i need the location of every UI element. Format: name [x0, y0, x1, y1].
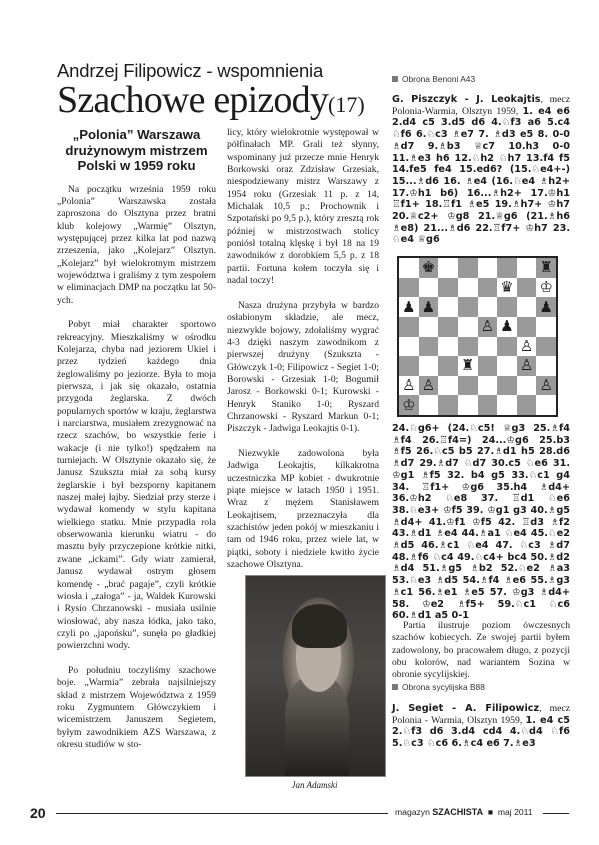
chess-square — [517, 317, 537, 337]
chess-square — [478, 356, 498, 376]
chess-square — [517, 258, 537, 278]
chess-piece-square: ♛ — [497, 278, 517, 298]
tag-square-icon — [392, 76, 398, 82]
chess-square — [517, 376, 537, 396]
chess-square — [497, 356, 517, 376]
paragraph: Niezwykle zadowolona była Jadwiga Leokajtis, kilkakrotna uczestniczka MP kobiet - dwukrotnie piąte miejsce w latach 1950 i 1951. Wraz z mężem Stanisławem Leokajtisem, przeznaczyła dla szachistów jeden pokój w mieszkaniu i tam od 1946 roku, przez wiele lat, w piątki, soboty i niedziele kwitło życie szachowe Olsztyna. — [227, 447, 379, 571]
title-text: Szachowe epizody — [57, 79, 329, 121]
footer-rule — [56, 813, 388, 814]
game2-moves: 1. e4 c5 2.♘f3 d6 3.d4 cd4 4.♘d4 ♘f6 5.♘c3 ♘c6 6.♗c4 e6 7.♗e3 — [392, 714, 570, 750]
chess-square — [438, 337, 458, 357]
article-subtitle: „Polonia” Warszawa drużynowym mistrzem Polski w 1959 roku — [65, 127, 208, 173]
photo-hair — [292, 604, 348, 648]
chess-square — [399, 356, 419, 376]
chess-piece-square: ♙ — [536, 376, 556, 396]
chess-piece-square: ♟ — [536, 297, 556, 317]
chess-square — [458, 376, 478, 396]
chess-square — [419, 317, 439, 337]
chess-square — [458, 258, 478, 278]
chess-square — [399, 317, 419, 337]
chess-square — [536, 337, 556, 357]
chess-square — [399, 337, 419, 357]
photo-caption: Jan Adamski — [291, 780, 338, 790]
game1-header: G. Piszczyk - J. Leokajtis — [392, 94, 541, 105]
chess-piece-square: ♙ — [419, 376, 439, 396]
game2-header: J. Segiet - A. Filipowicz — [392, 703, 540, 714]
chess-square — [497, 258, 517, 278]
issue-date: maj 2011 — [497, 807, 533, 817]
chess-square — [497, 297, 517, 317]
author-line: Andrzej Filipowicz - wspomnienia — [57, 60, 324, 81]
chess-square — [438, 376, 458, 396]
paragraph: Nasza drużyna przybyła w bardzo osłabionym składzie, ale mecz, niezwykle bojowy, zdołaliśmy wygrać 4-3 dzięki naszym zawodnikom z pierwszej drużyny (Szukszta - Główczyk 1-0; Filipowicz - Segiet 1-0; Borowski - Grzesiak 1-0; Bogumił Jarosz - Borkowski 0-1; Kurowski - Henryk Staniko 1-0; Ryszard Chrzanowski - Ryszard Markun 0-1; Piszczyk - Jadwiga Leokajtis 0-1). — [227, 299, 379, 435]
tag-square-icon — [392, 684, 398, 690]
chess-piece-square: ♔ — [536, 278, 556, 298]
chess-square — [536, 395, 556, 415]
footer-rule-right — [543, 813, 569, 814]
chess-square — [419, 337, 439, 357]
game1-event: , mecz Polonia-Warmia, Olsztyn 1959, — [392, 94, 571, 117]
chess-square — [517, 297, 537, 317]
game2-notation — [392, 703, 570, 750]
opening-tag-text: Obrona Benoni A43 — [402, 74, 476, 84]
chess-piece-square: ♙ — [517, 337, 537, 357]
opening-tag-text: Obrona sycylijska B88 — [402, 682, 485, 692]
chess-square — [536, 356, 556, 376]
magazine-prefix: magazyn — [395, 807, 430, 817]
chess-square — [438, 278, 458, 298]
chess-piece-square: ♚ — [419, 258, 439, 278]
chess-square — [458, 297, 478, 317]
chess-piece-square: ♙ — [399, 376, 419, 396]
chess-square — [478, 258, 498, 278]
game1-moves-b: 24.♘g6+ (24.♘c5! ♕g3 25.♗f4 ♗f4 26.♖f4=) 24...♔g6 25.b3 ♗f5 26.♘c5 b5 27.♗d1 h5 28.d6 ♗d7 29.♗d7 ♘d7 30.c5 ♘e6 31. ♔g1 ♗f5 32. b4 g5 33.♘c1 g4 34. ♖f1+ ♔g6 35.h4 ♗d4+ 36.♔h2 ♘e8 37. ♖d1 ♘e6 38.♘e3+ ♔f5 39. ♔g1 g3 40.♗g5 ♗d4+ 41.♔f1 ♔f5 42. ♖d3 ♗f2 43.♗d1 ♗e4 44.♗a1 ♘e4 45.♘e2 ♗d5 46.♗c1 ♘e4 47. ♘c3 ♗d7 48.♗f6 ♘c4 49.♘c4+ bc4 50.♗d2 ♗d4 51.♗g5 ♗b2 52.♘e2 ♗a3 53.♘e3 ♗d5 54.♗f4 ♗e6 55.♗g3 ♗c1 56.♗e1 ♗e5 57. ♔g3 ♗d4+ 58. ♔e2 ♗f5+ 59.♘c1 ♘c6 60.♗d1 a5 0-1 — [392, 423, 570, 622]
chess-piece-square: ♙ — [517, 356, 537, 376]
chess-square — [536, 317, 556, 337]
chess-square — [497, 376, 517, 396]
portrait-photo — [245, 575, 386, 777]
chess-piece-square: ♜ — [536, 258, 556, 278]
chess-square — [478, 278, 498, 298]
paragraph: licy, który wielokrotnie występował w półfinałach MP. Grali też słynny, wspominany już przecze mnie Henryk Borkowski oraz Zdzisław Grzesiak, niespodziewany mistrz Warszawy z 1954 roku (Grzesiak 11 p. z 14, Michalak 10,5 p.; Prochownik i Szpotański po 9,5 p.), który zresztą rok później w mistrzostwach stolicy poniósł totalną klęskę i był 18 na 19 zawodników z dorobkiem 5,5 p. z 18 partii. Fortuna kołem toczyła się i nadal toczy! — [227, 127, 379, 287]
chess-square — [497, 337, 517, 357]
chess-square — [458, 278, 478, 298]
chess-piece-square: ♔ — [399, 395, 419, 415]
chess-square — [438, 297, 458, 317]
paragraph: Pobyt miał charakter sportowo rekreacyjny. Mieszkaliśmy w ośrodku Kolejarza, chyba nad jeziorem Ukiel i przez tydzień każdego dnia żeglowaliśmy po jeziorze. Była to moja pierwsza, i jak się okazało, ostatnia przygoda żeglarska. Z dwóch popularnych sportów w kraju, żeglarstwa i narciarstwa, musiałem zrezygnować na rzecz szachów, bo wszystkie ferie i wakacje (i nie tylko!) spędzałem na turniejach. W Olsztynie okazało się, że Janusz Szukszta miał za sobą kursy żeglarskie i był bezsporny kapitanem naszej małej łajby. Siedział przy sterze i wydawał komendy w stylu kapitana wielkiego statku. Mnie przypadła rola obserwowania kierunku wiatru - do masztu były przyczepione krótkie nitki, zwane „ickami”. Gdy wiatr zamierał, Janusz wydawał ostrym głosem komendę - „brać pagaje”, czyli krótkie wiosła i „załoga” - ja, Waldek Kurowski i Rysio Chrzanowski - musiała usilnie wiosłować, aby nasza łódka, jako tako, czyli po „japońsku”, sunęła po gładkiej powierzchni wody. — [57, 319, 216, 652]
page-title — [57, 80, 365, 125]
paragraph: Na początku września 1959 roku „Polonia” Warszawska została zaproszona do Olsztyna przez bratni klub kolejowy „Warmię” Olsztyn, występującej przez kilka lat pod nazwą zrzeszenia, jako „Kolejarz” Olsztyn. „Kolejarz” był wielokrotnym mistrzem województwa i graliśmy z tym zespołem w eliminacjach DMP na początku lat 50-ych. — [57, 183, 216, 306]
chess-piece-square: ♙ — [478, 317, 498, 337]
magazine-footer: magazyn SZACHISTA ■ maj 2011 — [395, 807, 533, 817]
chess-square — [458, 337, 478, 357]
page-number: 20 — [30, 805, 46, 821]
chess-square — [478, 376, 498, 396]
chess-square — [478, 297, 498, 317]
opening-tag-2 — [392, 682, 485, 692]
chess-square — [478, 337, 498, 357]
game1-notation-continued — [392, 423, 570, 622]
paragraph: Po południu toczyliśmy szachowe boje. „Warmia” zebrała najsilniejszy skład z mistrzem Województwa z 1959 roku Zygmuntem Główczykiem i wicemistrzem Januszem Segietem, byłym zawodnikiem AZS Warszawa, z okresu studiów w sto- — [57, 664, 216, 750]
chess-square — [399, 278, 419, 298]
chess-square — [438, 317, 458, 337]
game1-notation — [392, 94, 570, 246]
article-column-2 — [227, 127, 379, 584]
chess-square — [419, 356, 439, 376]
chess-square — [497, 395, 517, 415]
magazine-name: SZACHISTA — [432, 807, 484, 817]
chess-square — [458, 395, 478, 415]
chess-piece-square: ♟ — [419, 297, 439, 317]
chess-piece-square: ♟ — [399, 297, 419, 317]
paragraph: Partia ilustruje poziom ówczesnych szachów kobiecych. Ze swojej partii byłem zadowolony, bo pracowałem długo, z pozycji obu kolorów, nad wariantem Sozina w obronie sycylijskiej. — [392, 620, 570, 681]
chess-square — [517, 395, 537, 415]
chess-square — [419, 278, 439, 298]
game2-event: , mecz Polonia - Warmia, Olsztyn 1959, — [392, 703, 570, 726]
chess-square — [419, 395, 439, 415]
chess-piece-square: ♜ — [458, 356, 478, 376]
chess-diagram — [397, 256, 558, 417]
chess-square — [458, 317, 478, 337]
game1-moves-a: 1. e4 e6 2.d4 c5 3.d5 d6 4.♘f3 a6 5.c4 ♘f6 6.♘c3 ♗e7 7. ♗d3 e5 8. 0-0 ♗d7 9.♗b3 ♕c7 10.h3 0-0 11.♗e3 h6 12.♘h2 ♘h7 13.f4 f5 14.fe5 fe4 15.ed6? (15.♘e4+-) 15...♗d6 16. ♗e4 (16.♘e4 ♗h2+ 17.♔h1 b6) 16...♗h2+ 17.♔h1 ♖f1+ 18.♖f1 ♗e5 19.♗h7+ ♔h7 20.♕c2+ ♔g8 21.♕g6 (21.♗h6 ♗e8) 21...♗d6 22.♖f7+ ♔h7 23. ♘e4 ♕g6 — [392, 105, 570, 246]
chess-square — [399, 258, 419, 278]
opening-tag — [392, 74, 475, 84]
chess-square — [517, 278, 537, 298]
chess-square — [438, 395, 458, 415]
chess-square — [438, 356, 458, 376]
episode-number: (17) — [328, 92, 365, 117]
chess-piece-square: ♟ — [497, 317, 517, 337]
chess-square — [478, 395, 498, 415]
article-column-1 — [57, 127, 216, 764]
chess-square — [438, 258, 458, 278]
